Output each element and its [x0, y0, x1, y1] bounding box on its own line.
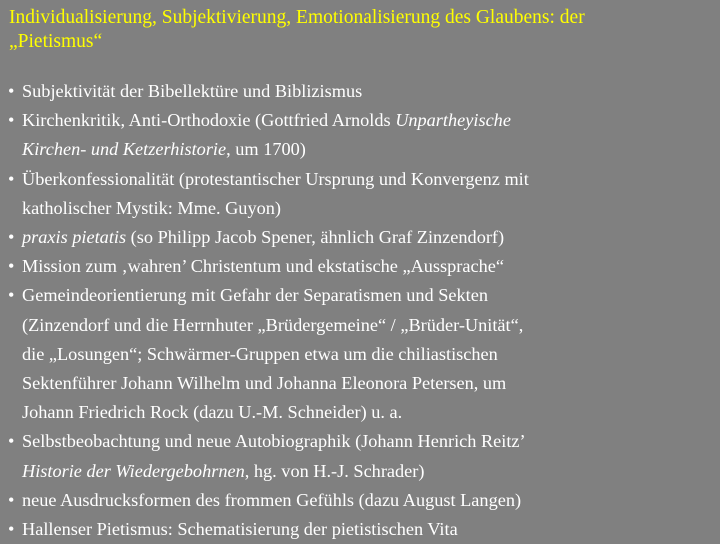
- bullet-text: neue Ausdrucksformen des frommen Gefühls (dazu August Langen): [22, 489, 522, 510]
- bullet-item-selbstbeobachtung: [8, 427, 716, 485]
- bullet-item-gemeindeorientierung: [8, 281, 716, 427]
- bullet-text: Überkonfessionalität (protestantischer Ursprung und Konvergenz mit: [22, 168, 529, 189]
- bullet-marker: •: [8, 285, 15, 306]
- bullet-text: , um 1700): [226, 139, 306, 160]
- bullet-item-ausdrucksformen: [8, 486, 716, 515]
- slide-title-line-1: Individualisierung, Subjektivierung, Emotionalisierung des Glaubens: der: [9, 7, 585, 28]
- bullet-marker: •: [8, 168, 15, 189]
- bullet-marker: •: [8, 519, 15, 540]
- bullet-item-ueberkonfessionalitaet: [8, 165, 716, 223]
- bullet-text: Subjektivität der Bibellektüre und Biblizismus: [22, 81, 363, 101]
- bullet-item-kirchenkritik: [8, 106, 716, 164]
- bullet-marker: •: [8, 81, 15, 101]
- book-title-italic: Unpartheyische: [395, 110, 511, 131]
- bullet-text-continuation: (Zinzendorf und die Herrnhuter „Brüdergemeine“ / „Brüder-Unität“,: [22, 314, 524, 335]
- bullet-list: [8, 77, 716, 544]
- bullet-marker: •: [8, 227, 15, 248]
- bullet-text: Gemeindeorientierung mit Gefahr der Separatismen und Sekten: [22, 285, 489, 306]
- bullet-item-mission: [8, 252, 716, 281]
- latin-term-italic: praxis pietatis: [22, 227, 127, 248]
- bullet-text: Hallenser Pietismus: Schematisierung der pietistischen Vita: [22, 519, 458, 540]
- bullet-text: Selbstbeobachtung und neue Autobiographik (Johann Henrich Reitz’: [22, 431, 526, 452]
- bullet-text-continuation: katholischer Mystik: Mme. Guyon): [22, 197, 281, 218]
- slide-title: [9, 6, 717, 54]
- bullet-item-bibellektuere: [8, 77, 716, 106]
- bullet-text-continuation: Johann Friedrich Rock (dazu U.-M. Schneider) u. a.: [22, 402, 403, 423]
- bullet-text: , hg. von H.-J. Schrader): [244, 460, 425, 481]
- bullet-text: Mission zum ‚wahren’ Christentum und ekstatische „Aussprache“: [22, 256, 504, 277]
- bullet-text-continuation: die „Losungen“; Schwärmer-Gruppen etwa um die chiliastischen: [22, 343, 498, 364]
- bullet-marker: •: [8, 256, 15, 277]
- bullet-marker: •: [8, 431, 15, 452]
- book-title-italic: Kirchen- und Ketzerhistorie: [22, 139, 227, 160]
- bullet-text: Kirchenkritik, Anti-Orthodoxie (Gottfried Arnolds: [22, 110, 396, 131]
- bullet-marker: •: [8, 110, 15, 131]
- bullet-text-continuation: Sektenführer Johann Wilhelm und Johanna Eleonora Petersen, um: [22, 373, 507, 394]
- bullet-text: (so Philipp Jacob Spener, ähnlich Graf Zinzendorf): [126, 227, 505, 248]
- bullet-item-praxis-pietatis: [8, 223, 716, 252]
- book-title-italic: Historie der Wiedergebohrnen: [22, 460, 245, 481]
- bullet-marker: •: [8, 489, 15, 510]
- slide-title-line-2: „Pietismus“: [9, 31, 103, 52]
